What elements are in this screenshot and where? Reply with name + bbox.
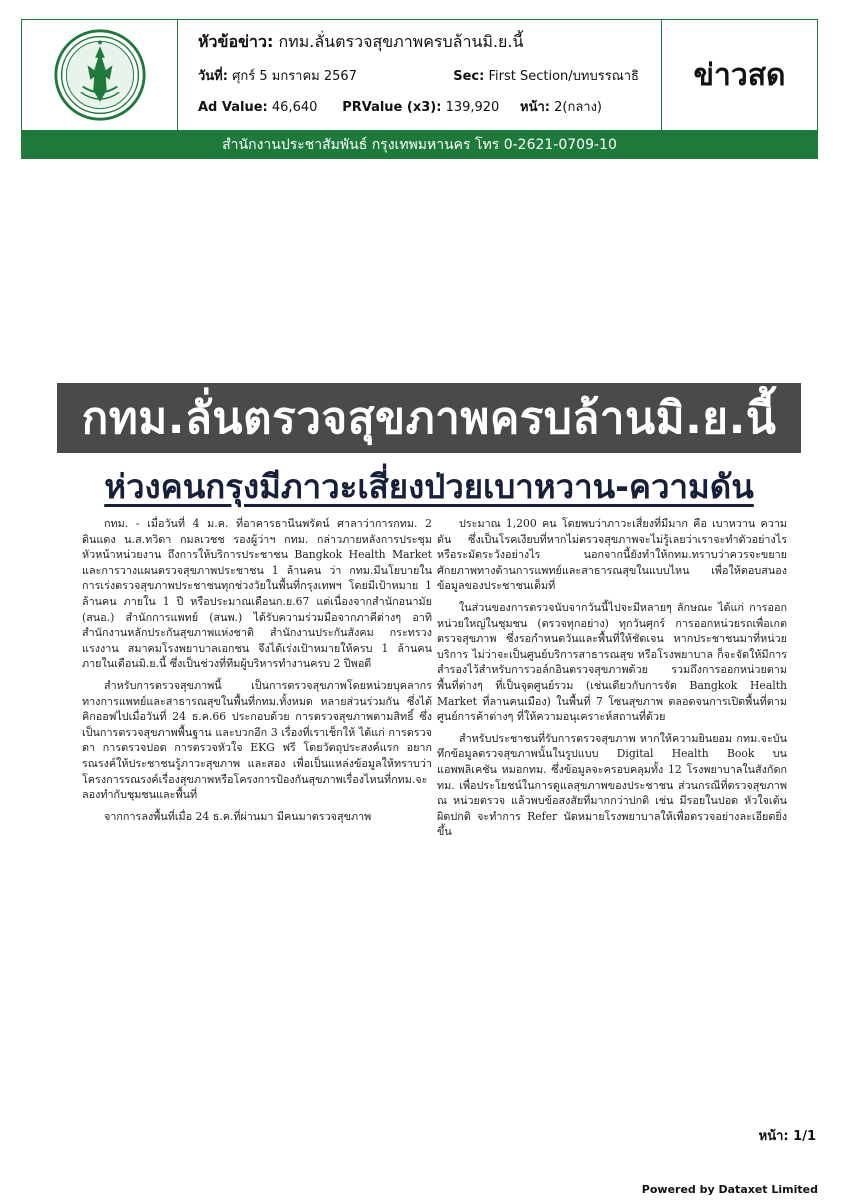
article-column-left [82, 516, 432, 830]
page-indicator: หน้า: 1/1 [758, 1129, 816, 1144]
page-value: 2(กลาง) [554, 100, 603, 115]
clipping-info [178, 20, 662, 130]
paragraph: จากการลงพื้นที่เมื่อ 24 ธ.ค.ที่ผ่านมา มีคนมาตรวจสุขภาพ [104, 809, 372, 823]
article-subtitle: ห่วงคนกรุงมีภาวะเสี่ยงป่วยเบาหวาน-ความดัน [104, 467, 754, 506]
paragraph: ประมาณ 1,200 คน โดยพบว่าภาวะเสี่ยงที่มีมาก คือ เบาหวาน ความดัน ซึ่งเป็นโรคเงียบที่หากไม่ตรวจสุขภาพจะไม่รู้เลยว่าเราจะทำตัวอย่างไรหรือระมัดระวังอย่างไร นอกจากนี้ยังทำให้กทม.ทราบว่าควรจะขยายศักยภาพทางด้านการแพทย์และสาธารณสุขในแบบไหน เพื่อให้ตอบสนองข้อมูลของประชาชนเต็มที่ [437, 517, 787, 593]
paragraph: สำหรับการตรวจสุขภาพนี้ เป็นการตรวจสุขภาพโดยหน่วยบุคลากรทางการแพทย์และสาธารณสุขในพื้นที่กทม.ทั้งหมด หลายส่วนร่วมกัน ซึ่งได้คิกออฟไปเมื่อวันที่ 24 ธ.ค.66 ประกอบด้วย การตรวจสุขภาพตามสิทธิ์ ซึ่งเป็นการตรวจสุขภาพพื้นฐาน และบวกอีก 3 เรื่องที่เราเช็กให้ ได้แก่ การตรวจตา การตรวจปอด การตรวจหัวใจ EKG ฟรี โดยวัตถุประสงค์แรก อยากรณรงค์ให้ประชาชนรู้ภาวะสุขภาพ และสอง เพื่อเป็นแหล่งข้อมูลให้ทราบว่าโครงการรณรงค์เรื่องสุขภาพหรือโครงการป้องกันสุขภาพเรื่องไหนที่กทม.จะลองทำกับชุมชนและพื้นที่ [82, 678, 432, 802]
headline-label: หัวข้อข่าว: [198, 32, 274, 51]
section-label: Sec: [453, 69, 485, 84]
logo-cell [22, 20, 178, 130]
date-label: วันที่: [198, 69, 228, 84]
value-row [198, 96, 651, 117]
section-info [453, 65, 639, 86]
category-tag: ข่าวสด [693, 57, 786, 93]
headline-value: กทม.ลั่นตรวจสุขภาพครบล้านมิ.ย.นี้ [278, 32, 524, 51]
bangkok-city-seal-icon [52, 27, 148, 123]
powered-by: Powered by Dataxet Limited [641, 1183, 818, 1196]
article-title: กทม.ลั่นตรวจสุขภาพครบล้านมิ.ย.นี้ [57, 383, 801, 453]
ad-value: 46,640 [271, 100, 318, 115]
headline-row [198, 30, 651, 55]
paragraph: ในส่วนของการตรวจนับจากวันนี้ไปจะมีหลายๆ ลักษณะ ได้แก่ การออกหน่วยใหญ่ในชุมชน (ตรวจทุกอย่าง) ทุกวันศุกร์ การออกหน่วยรถเพื่อเกตตรวจสุขภาพ ซึ่งรอกำหนดวันและพื้นที่ให้ชัดเจน หากประชาชนมาที่หน่วยบริการ ไม่ว่าจะเป็นศูนย์บริการสาธารณสุข หรือโรงพยาบาล ก็จะจัดให้มีการสำรองไว้สำหรับการวอล์กอินตรวจสุขภาพด้วย รวมถึงการออกหน่วยตามพื้นที่ต่างๆ ที่เป็นจุดศูนย์รวม (เช่นเดียวกับการจัด Bangkok Health Market ที่ลานคนเมือง) ในพื้นที่ 7 โซนสุขภาพ ตลอดจนการเปิดพื้นที่ตามศูนย์การค้าต่างๆ ที่ให้ความอนุเคราะห์สถานที่ด้วย [437, 600, 787, 724]
paragraph: กทม. - เมื่อวันที่ 4 ม.ค. ที่อาคารธานีนพรัตน์ ศาลาว่าการกทม. 2 ดินแดง น.ส.ทวิดา กมลเวชช รองผู้ว่าฯ กทม. กล่าวภายหลังการประชุมหัวหน้าหน่วยงาน ถึงการให้บริการประชาชน Bangkok Health Market และการวางแผนตรวจสุขภาพประชาชน 1 ล้านคน ว่า กทม.มีนโยบายในการเร่งตรวจสุขภาพประชาชนทุกช่วงวัยในพื้นที่กรุงเทพฯ โดยมีเป้าหมาย 1 ล้านคน ภายใน 1 ปี หรือประมาณเดือนก.ย.67 แต่เนื่องจากสำนักอนามัย (สนอ.) สำนักการแพทย์ (สนพ.) ได้รับความร่วมมือจากภาคีต่างๆ อาทิ สำนักงานหลักประกันสุขภาพแห่งชาติ สำนักงานประกันสังคม กระทรวงแรงงาน สมาคมโรงพยาบาลเอกชน จึงได้เร่งเป้าหมายให้ครบ 1 ล้านคนภายในเดือนมิ.ย.นี้ ซึ่งเป็นช่วงที่ทีมผู้บริหารทำงานครบ 2 ปีพอดี [82, 517, 432, 671]
article-column-right [437, 516, 787, 846]
ad-value-label: Ad Value: [198, 100, 268, 115]
source-bar: สำนักงานประชาสัมพันธ์ กรุงเทพมหานคร โทร 0-2621-0709-10 [21, 131, 818, 159]
section-value: First Section/บทบรรณาธิ [488, 69, 639, 84]
page-label: หน้า: [520, 100, 550, 115]
clipping-header [21, 19, 818, 131]
pr-value: 139,920 [445, 100, 500, 115]
paragraph: สำหรับประชาชนที่รับการตรวจสุขภาพ หากให้ความยินยอม กทม.จะบันทึกข้อมูลตรวจสุขภาพนั้นในรูปแบบ Digital Health Book บนแอพพลิเคชัน หมอกทม. ซึ่งข้อมูลจะครอบคลุมทั้ง 12 โรงพยาบาลในสังกัดกทม. เพื่อประโยชน์ในการดูแลสุขภาพของประชาชน ส่วนกรณีที่ตรวจสุขภาพ ณ หน่วยตรวจ แล้วพบข้อสงสัยที่มากกว่าปกติ เช่น มีรอยในปอด หัวใจเต้นผิดปกติ จะทำการ Refer นัดหมายโรงพยาบาลให้เพื่อตรวจอย่างละเอียดยิ่งขึ้น [437, 731, 787, 839]
date-value: ศุกร์ 5 มกราคม 2567 [232, 69, 357, 84]
pr-value-label: PRValue (x3): [342, 100, 442, 115]
date-row [198, 65, 651, 86]
